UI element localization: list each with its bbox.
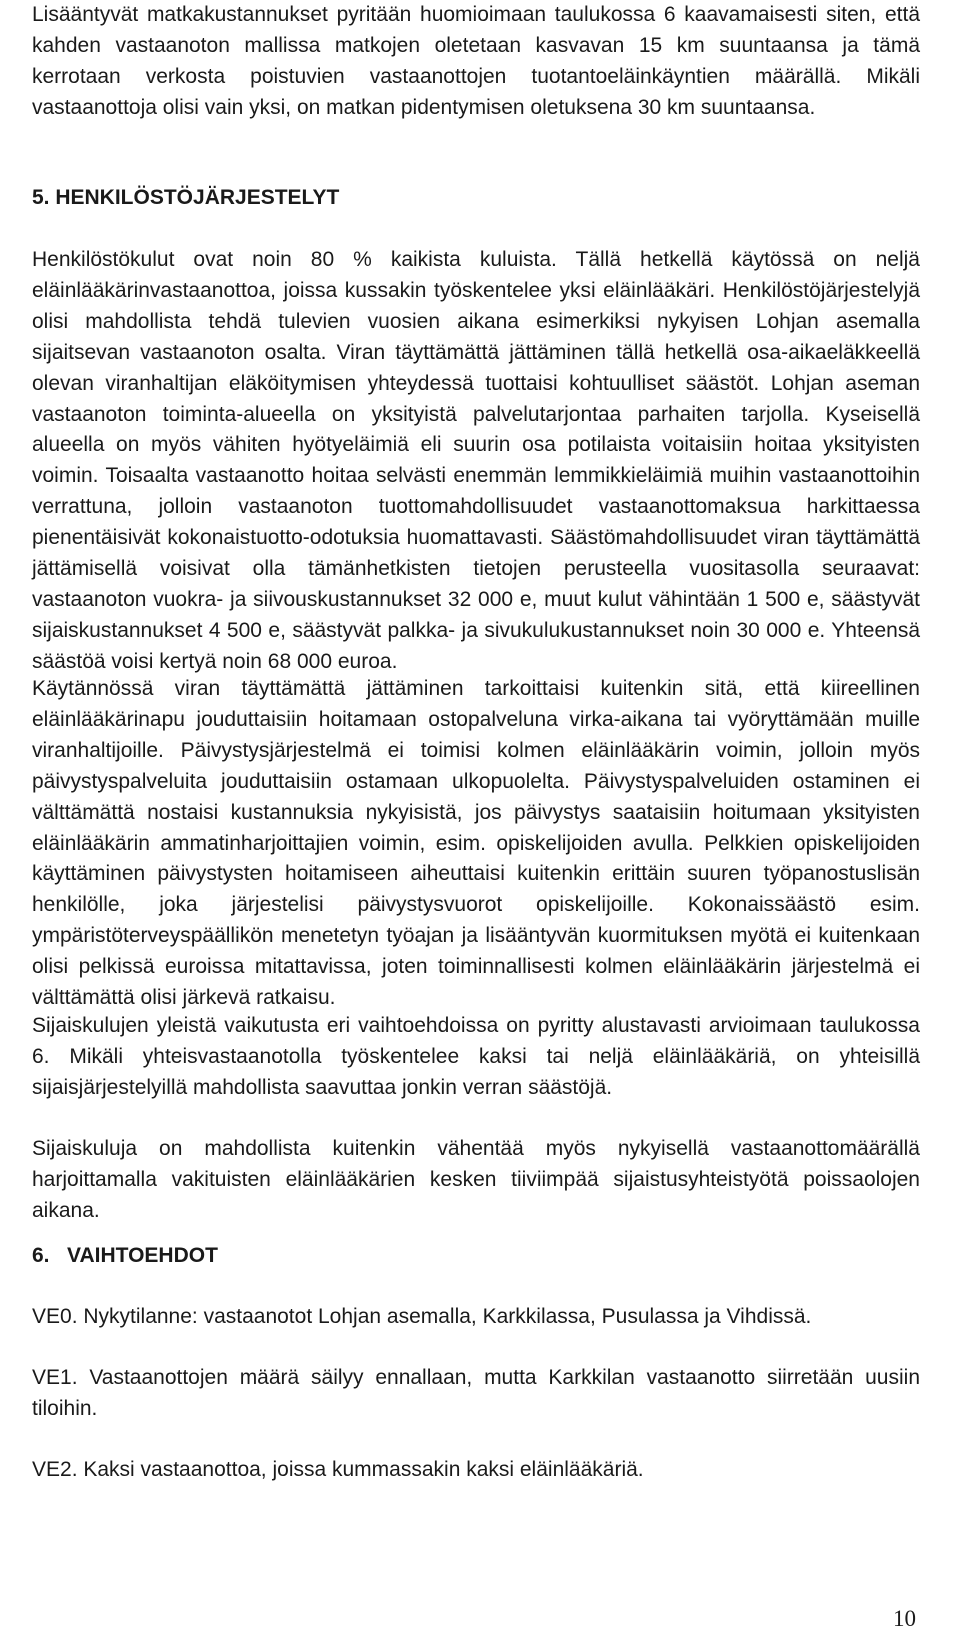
alternative-ve1: VE1. Vastaanottojen määrä säilyy ennallaan, mutta Karkkilan vastaanotto siirretään uusiin tiloihin. [32,1366,920,1420]
paragraph-staff-costs: Henkilöstökulut ovat noin 80 % kaikista kuluista. Tällä hetkellä käytössä on neljä eläinlääkärinvastaanottoa, joissa kussakin työskentelee yksi eläinlääkäri. Henkilöstöjärjestelyjä olisi mahdollista tehdä tulevien vuosien aikana esimerkiksi nykyisen Lohjan asemalla sijaitsevan vastaanoton osalta. Viran täyttämättä jättäminen tällä hetkellä osa-aikaeläkkeellä olevan viranhaltijan eläköitymisen yhteydessä tuottaisi kohtuulliset säästöt. Lohjan aseman vastaanoton toiminta-alueella on yksityistä palvelutarjontaa parhaiten tarjolla. Kyseisellä alueella on myös vähiten hyötyeläimiä eli suurin osa potilaista voitaisiin hoitaa yksityisten voimin. Toisaalta vastaanotto hoitaa selvästi enemmän lemmikkieläimiä muihin vastaanottoihin verrattuna, jolloin vastaanoton tuottomahdollisuudet vastaanottomaksua harkittaessa pienentäisivät kokonaistuotto-odotuksia huomattavasti. Säästömahdollisuudet viran täyttämättä jättämisellä voisivat olla tämänhetkisten tietojen perusteella vuositasolla seuraavat: vastaanoton vuokra- ja siivouskustannukset 32 000 e, muut kulut vähintään 1 500 e, säästyvät sijaiskustannukset 4 500 e, säästyvät palkka- ja sivukulukustannukset noin 30 000 e. Yhteensä säästöä voisi kertyä noin 68 000 euroa. [32,248,920,673]
section-heading-staff-arrangements: 5. HENKILÖSTÖJÄRJESTELYT [32,186,340,209]
section-heading-alternatives: 6. VAIHTOEHDOT [32,1244,218,1267]
paragraph-practical-effects: Käytännössä viran täyttämättä jättäminen tarkoittaisi kuitenkin sitä, että kiireellinen eläinlääkärinapu jouduttaisiin hoitamaan ostopalveluna virka-aikana tai vyöryttämään muille viranhaltijoille. Päivystysjärjestelmä ei toimisi kolmen eläinlääkärin voimin, jolloin myös päivystyspalveluita jouduttaisiin ostamaan ulkopuolelta. Päivystyspalveluiden ostaminen ei välttämättä nostaisi kustannuksia nykyisistä, jos päivystys saataisiin hoitumaan yksityisten eläinlääkärin ammatinharjoittajien voimin, esim. opiskelijoiden avulla. Pelkkien opiskelijoiden käyttäminen päivystysten hoitamiseen aiheuttaisi kuitenkin erittäin suuren työpanostuslisän henkilölle, joka järjestelisi päivystysvuorot opiskelijoille. Kokonaissäästö esim. ympäristöterveyspäällikön menetetyn työajan ja lisääntyvän kuormituksen myötä ei kuitenkaan olisi pelkissä euroissa mitattavissa, joten toiminnallisesti kolmen eläinlääkärin järjestelmä ei välttämättä olisi järkevä ratkaisu. [32,677,920,1010]
paragraph-substitute-reduction: Sijaiskuluja on mahdollista kuitenkin vähentää myös nykyisellä vastaanottomäärällä harjoittamalla vakituisten eläinlääkärien kesken tiiviimpää sijaistusyhteistyötä poissaolojen aikana. [32,1137,920,1222]
alternative-ve0: VE0. Nykytilanne: vastaanotot Lohjan asemalla, Karkkilassa, Pusulassa ja Vihdissä. [32,1305,812,1328]
paragraph-travel-costs: Lisääntyvät matkakustannukset pyritään huomioimaan taulukossa 6 kaavamaisesti siten, että kahden vastaanoton mallissa matkojen oletetaan kasvavan 15 km suuntaansa ja tämä kerrotaan verkosta poistuvien vastaanottojen tuotantoeläinkäyntien määrällä. Mikäli vastaanottoja olisi vain yksi, on matkan pidentymisen oletuksena 30 km suuntaansa. [32,3,920,119]
paragraph-substitute-costs: Sijaiskulujen yleistä vaikutusta eri vaihtoehdoissa on pyritty alustavasti arvioimaan taulukossa 6. Mikäli yhteisvastaanotolla työskentelee kaksi tai neljä eläinlääkäriä, on yhteisillä sijaisjärjestelyillä mahdollista saavuttaa jonkin verran säästöjä. [32,1014,920,1099]
alternative-ve2: VE2. Kaksi vastaanottoa, joissa kummassakin kaksi eläinlääkäriä. [32,1458,644,1481]
page-number: 10 [893,1606,916,1631]
